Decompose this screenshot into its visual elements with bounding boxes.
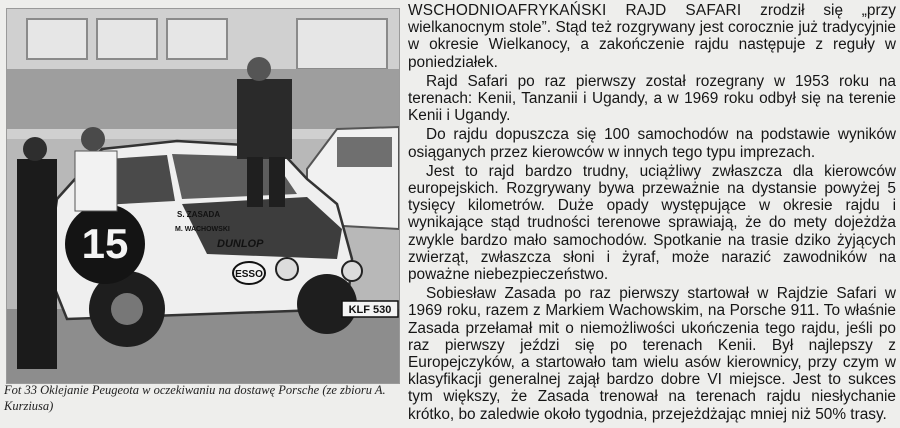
codriver-sticker: M. WACHOWSKI [175,226,230,233]
article-paragraph: Do rajdu dopuszcza się 100 samochodów na podstawie wyników osiąganych przez kierowców w innych tego typu imprezach. [408,126,896,161]
driver-sticker: S. ZASADA [177,210,221,219]
rally-car-photo [6,8,400,384]
article-paragraph: Rajd Safari po raz pierwszy został rozegrany w 1953 roku na terenach: Kenii, Tanzanii i Ugandy, a w 1969 roku odbył się na terenie Kenii i Ugandy. [408,72,896,125]
article-body [408,2,896,425]
article-headline: WSCHODNIOAFRYKAŃSKI RAJD SAFARI [408,2,742,19]
article-paragraph [408,2,896,71]
esso-badge: ESSO [235,269,263,280]
article-paragraph: Sobiesław Zasada po raz pierwszy startował w Rajdzie Safari w 1969 roku, razem z Markiem Wachowskim, na Porsche 911. To właśnie Zasada przełamał mit o niemożliwości ukończenia tego rajdu, jeśli po raz pierwszy jeździ się po terenach Kenii. Był najlepszy z Europejczyków, a startowało tam wielu asów kierownicy, przy czym w klasyfikacji generalnej zajął bardzo dobre VI miejsce. Jest to sukces tym większy, że Zasada trenował na terenach rajdu niesłychanie krótko, bo zaledwie około tygodnia, przejeżdżając mniej niż 50% trasy. [408,285,896,423]
photo-caption: Fot 33 Oklejanie Peugeota w oczekiwaniu na dostawę Porsche (ze zbioru A. Kurziusa) [4,383,386,413]
car-number-label: 15 [81,220,129,267]
article-paragraph: Jest to rajd bardzo trudny, uciążliwy zwłaszcza dla kierowców europejskich. Rozgrywany bywa przeważnie na dystansie powyżej 5 tysięcy kilometrów. Duże opady występujące w okresie rajdu i wynikające stąd trudności terenowe sprawiają, że do mety dojeżdża zwykle bardzo mało samochodów. Spotkanie na trasie dziko żyjących zwierząt, zwłaszcza słoni i żyraf, może narazić zawodników na poważne niebezpieczeństwo. [408,162,896,284]
dunlop-sticker: DUNLOP [217,238,264,250]
license-plate: KLF 530 [348,304,392,316]
article-paragraph-text: zrodził się „przy wielkanocnym stole”. Stąd też rozgrywany jest corocznie już tradycyjnie w okresie Wielkanocy, a zakończenie rajdu następuje z reguły w poniedziałek. [408,2,896,71]
